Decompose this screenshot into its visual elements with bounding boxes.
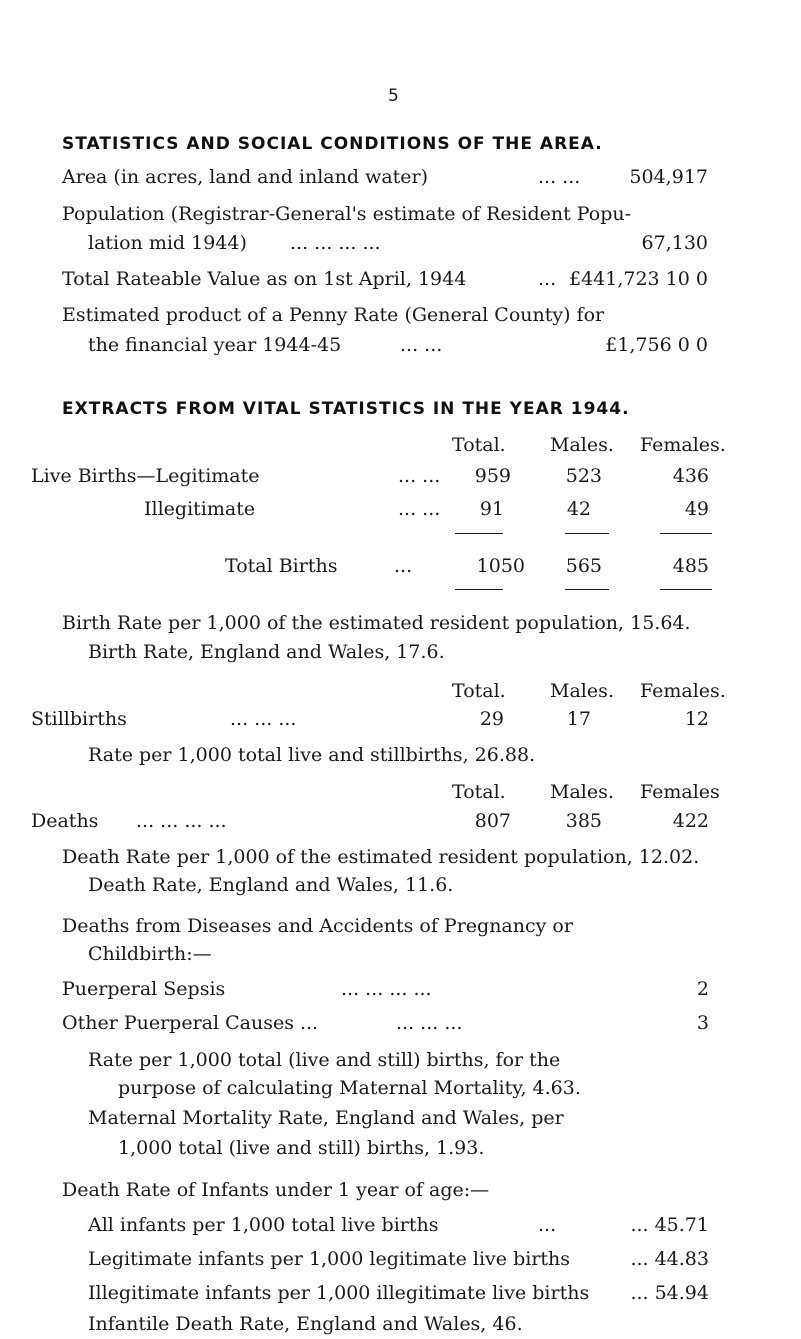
penny-label-1: Estimated product of a Penny Rate (General County) for [62, 304, 605, 326]
section-title-statistics: STATISTICS AND SOCIAL CONDITIONS OF THE AREA. [62, 134, 603, 154]
infant-legitimate-value: ... 44.83 [630, 1248, 709, 1270]
population-label-1: Population (Registrar-General's estimate of Resident Popu- [62, 203, 632, 225]
infant-all-label: All infants per 1,000 total live births [88, 1214, 439, 1236]
deaths-label: Deaths [31, 810, 99, 832]
live-births-legitimate-females: 436 [672, 465, 709, 487]
infant-heading: Death Rate of Infants under 1 year of age:— [62, 1179, 490, 1201]
other-puerperal-value: 3 [696, 1012, 709, 1034]
population-dots: ... ... ... ... [290, 232, 381, 254]
total-births-total: 1050 [476, 555, 525, 577]
total-births-dots: ... [394, 555, 413, 577]
stillbirths-total: 29 [479, 708, 504, 730]
pregnancy-heading-1: Deaths from Diseases and Accidents of Pregnancy or [62, 915, 573, 937]
infant-all-dots: ... [538, 1214, 557, 1236]
maternal-ew-line-1: Maternal Mortality Rate, England and Wales, per [88, 1107, 564, 1129]
live-births-illegitimate-dots: ... ... [398, 498, 441, 520]
deaths-total: 807 [474, 810, 511, 832]
other-puerperal-label: Other Puerperal Causes ... [62, 1012, 319, 1034]
total-births-label: Total Births [225, 555, 338, 577]
births-total-rule-bottom-females [660, 589, 712, 590]
infant-illegitimate-label: Illegitimate infants per 1,000 illegitimate live births [88, 1282, 590, 1304]
stillbirths-label: Stillbirths [31, 708, 127, 730]
births-header-males: Males. [550, 434, 614, 456]
stillbirths-header-total: Total. [452, 680, 506, 702]
births-total-rule-top-total [455, 533, 503, 534]
births-total-rule-bottom-males [565, 589, 609, 590]
rateable-label: Total Rateable Value as on 1st April, 1944 [62, 268, 467, 290]
death-rate-ew-text: Death Rate, England and Wales, 11.6. [88, 874, 454, 896]
infant-ew-text: Infantile Death Rate, England and Wales, 46. [88, 1313, 523, 1335]
infant-illegitimate-value: ... 54.94 [630, 1282, 709, 1304]
page-number: 5 [388, 86, 399, 106]
deaths-females: 422 [672, 810, 709, 832]
live-births-illegitimate-females: 49 [684, 498, 709, 520]
deaths-header-females: Females [640, 781, 720, 803]
live-births-illegitimate-males: 42 [566, 498, 591, 520]
deaths-header-total: Total. [452, 781, 506, 803]
penny-dots: ... ... [400, 334, 443, 356]
birth-rate-text: Birth Rate per 1,000 of the estimated resident population, 15.64. [62, 612, 691, 634]
maternal-rate-line-2: purpose of calculating Maternal Mortality, 4.63. [118, 1077, 581, 1099]
area-value: 504,917 [629, 166, 708, 188]
puerperal-sepsis-label: Puerperal Sepsis [62, 978, 226, 1000]
deaths-header-males: Males. [550, 781, 614, 803]
area-dots: ... ... [538, 166, 581, 188]
live-births-legitimate-males: 523 [565, 465, 602, 487]
area-label: Area (in acres, land and inland water) [62, 166, 429, 188]
maternal-rate-line-1: Rate per 1,000 total (live and still) births, for the [88, 1049, 561, 1071]
stillbirths-males: 17 [566, 708, 591, 730]
births-total-rule-top-females [660, 533, 712, 534]
penny-label-2: the financial year 1944-45 [88, 334, 342, 356]
total-births-males: 565 [565, 555, 602, 577]
rateable-value: £441,723 10 0 [568, 268, 708, 290]
maternal-ew-line-2: 1,000 total (live and still) births, 1.93. [118, 1137, 485, 1159]
penny-value: £1,756 0 0 [605, 334, 708, 356]
live-births-legitimate-dots: ... ... [398, 465, 441, 487]
death-rate-text: Death Rate per 1,000 of the estimated resident population, 12.02. [62, 846, 700, 868]
live-births-legitimate-label: Live Births—Legitimate [31, 465, 260, 487]
stillbirths-header-females: Females. [640, 680, 726, 702]
deaths-dots: ... ... ... ... [136, 810, 227, 832]
birth-rate-ew-text: Birth Rate, England and Wales, 17.6. [88, 641, 445, 663]
puerperal-sepsis-dots: ... ... ... ... [341, 978, 432, 1000]
stillbirths-header-males: Males. [550, 680, 614, 702]
births-header-females: Females. [640, 434, 726, 456]
total-births-females: 485 [672, 555, 709, 577]
live-births-illegitimate-label: Illegitimate [144, 498, 256, 520]
births-header-total: Total. [452, 434, 506, 456]
deaths-males: 385 [565, 810, 602, 832]
section-title-vital-statistics: EXTRACTS FROM VITAL STATISTICS IN THE YEAR 1944. [62, 399, 630, 419]
rateable-dots: ... [538, 268, 557, 290]
stillbirths-dots: ... ... ... [230, 708, 297, 730]
puerperal-sepsis-value: 2 [696, 978, 709, 1000]
live-births-illegitimate-total: 91 [479, 498, 504, 520]
population-label-2: lation mid 1944) [88, 232, 247, 254]
infant-legitimate-label: Legitimate infants per 1,000 legitimate live births [88, 1248, 571, 1270]
births-total-rule-bottom-total [455, 589, 503, 590]
stillbirths-females: 12 [684, 708, 709, 730]
stillbirth-rate-text: Rate per 1,000 total live and stillbirths, 26.88. [88, 744, 536, 766]
pregnancy-heading-2: Childbirth:— [88, 943, 212, 965]
live-births-legitimate-total: 959 [474, 465, 511, 487]
infant-all-value: ... 45.71 [630, 1214, 709, 1236]
births-total-rule-top-males [565, 533, 609, 534]
other-puerperal-dots: ... ... ... [396, 1012, 463, 1034]
population-value: 67,130 [641, 232, 708, 254]
